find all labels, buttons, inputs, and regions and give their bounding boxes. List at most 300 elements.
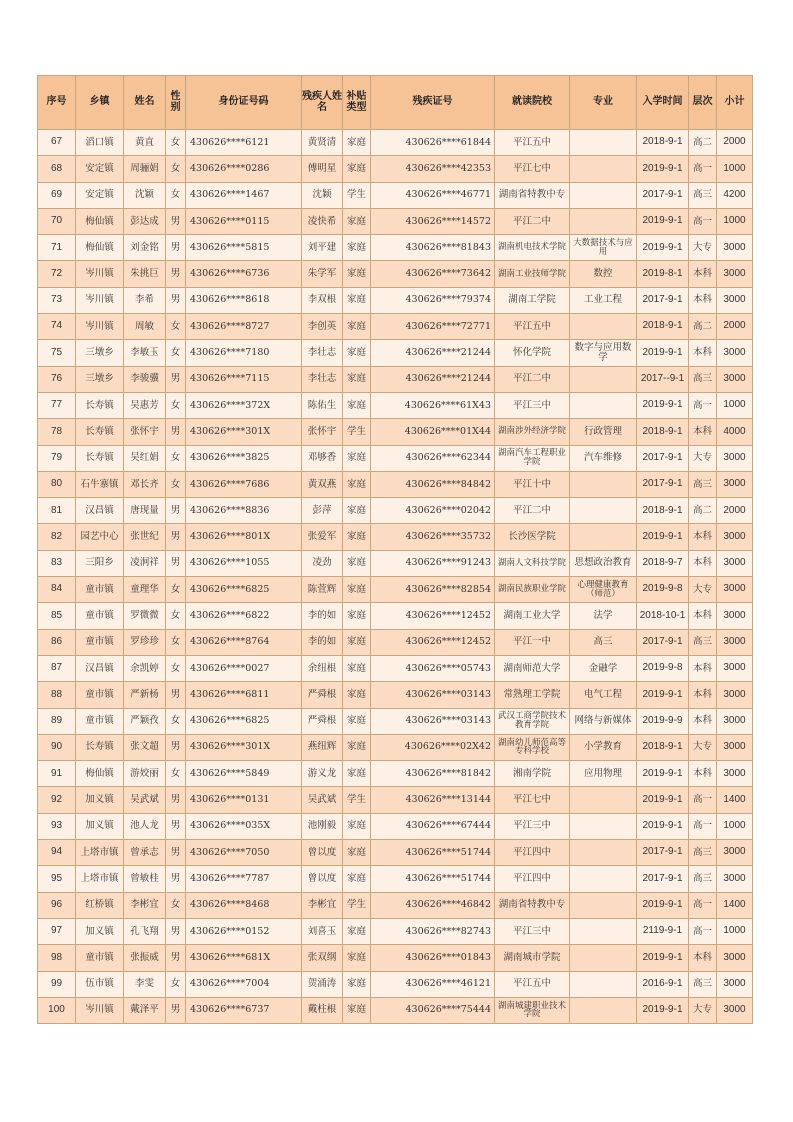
- cell-gender: 女: [166, 182, 186, 208]
- table-row: [38, 682, 753, 708]
- cell-enroll-date: 2017-9-1: [637, 629, 689, 655]
- cell-disability-cert: 430626****62344: [371, 445, 495, 471]
- cell-index: 98: [38, 945, 76, 971]
- table-row: [38, 524, 753, 550]
- cell-gender: 女: [166, 629, 186, 655]
- cell-disabled-name: 朱学军: [302, 261, 343, 287]
- cell-major: 心理健康教育（师范）: [570, 577, 637, 603]
- cell-disabled-name: 黄双燕: [302, 471, 343, 497]
- cell-disability-cert: 430626****35732: [371, 524, 495, 550]
- cell-subsidy-type: 家庭: [343, 130, 371, 156]
- cell-major: [570, 892, 637, 918]
- cell-id-number: 430626****7050: [186, 840, 302, 866]
- cell-level: 本科: [689, 287, 717, 313]
- cell-name: 孔飞翔: [124, 918, 166, 944]
- cell-township: 梅仙镇: [76, 208, 124, 234]
- cell-school: 常熟理工学院: [495, 682, 570, 708]
- cell-index: 99: [38, 971, 76, 997]
- col-header-gender: 性别: [166, 76, 186, 130]
- cell-disabled-name: 张怀宇: [302, 419, 343, 445]
- cell-id-number: 430626****301X: [186, 419, 302, 445]
- student-subsidy-sheet: [37, 75, 752, 1024]
- table-row: [38, 655, 753, 681]
- cell-major: 应用物理: [570, 761, 637, 787]
- cell-enroll-date: 2019-9-1: [637, 340, 689, 366]
- table-row: [38, 366, 753, 392]
- cell-disability-cert: 430626****01X44: [371, 419, 495, 445]
- cell-major: 工业工程: [570, 287, 637, 313]
- cell-school: 怀化学院: [495, 340, 570, 366]
- cell-enroll-date: 2018-10-1: [637, 603, 689, 629]
- cell-gender: 男: [166, 866, 186, 892]
- cell-disability-cert: 430626****46771: [371, 182, 495, 208]
- cell-township: 童市镇: [76, 945, 124, 971]
- table-row: [38, 918, 753, 944]
- cell-name: 吴武斌: [124, 787, 166, 813]
- cell-enroll-date: 2018-9-1: [637, 734, 689, 760]
- table-row: [38, 761, 753, 787]
- cell-subsidy-type: 家庭: [343, 156, 371, 182]
- cell-subsidy-type: 家庭: [343, 629, 371, 655]
- cell-index: 69: [38, 182, 76, 208]
- cell-index: 90: [38, 734, 76, 760]
- cell-major: [570, 787, 637, 813]
- cell-enroll-date: 2019-9-8: [637, 577, 689, 603]
- cell-major: [570, 182, 637, 208]
- cell-disability-cert: 430626****79374: [371, 287, 495, 313]
- cell-subtotal: 1000: [717, 813, 753, 839]
- cell-enroll-date: 2019-9-8: [637, 655, 689, 681]
- cell-subtotal: 3000: [717, 734, 753, 760]
- cell-disability-cert: 430626****91243: [371, 550, 495, 576]
- table-row: [38, 813, 753, 839]
- cell-enroll-date: 2018-9-7: [637, 550, 689, 576]
- col-header-name: 姓名: [124, 76, 166, 130]
- cell-township: 长寿镇: [76, 445, 124, 471]
- cell-gender: 男: [166, 682, 186, 708]
- cell-subsidy-type: 家庭: [343, 971, 371, 997]
- cell-disability-cert: 430626****42353: [371, 156, 495, 182]
- cell-major: [570, 130, 637, 156]
- cell-subtotal: 3000: [717, 261, 753, 287]
- cell-disabled-name: 刘喜玉: [302, 918, 343, 944]
- col-header-subsidy-type: 补贴类型: [343, 76, 371, 130]
- col-header-enroll-date: 入学时间: [637, 76, 689, 130]
- cell-index: 95: [38, 866, 76, 892]
- cell-subtotal: 3000: [717, 708, 753, 734]
- cell-school: 平江二中: [495, 498, 570, 524]
- cell-gender: 女: [166, 708, 186, 734]
- cell-township: 安定镇: [76, 156, 124, 182]
- cell-township: 长寿镇: [76, 392, 124, 418]
- cell-subsidy-type: 家庭: [343, 708, 371, 734]
- cell-major: [570, 392, 637, 418]
- cell-disabled-name: 李的如: [302, 629, 343, 655]
- cell-gender: 男: [166, 235, 186, 261]
- cell-disability-cert: 430626****13144: [371, 787, 495, 813]
- cell-name: 张振威: [124, 945, 166, 971]
- cell-subsidy-type: 家庭: [343, 840, 371, 866]
- cell-disability-cert: 430626****12452: [371, 603, 495, 629]
- cell-enroll-date: 2017-9-1: [637, 471, 689, 497]
- cell-enroll-date: 2019-9-9: [637, 708, 689, 734]
- cell-index: 84: [38, 577, 76, 603]
- cell-subtotal: 3000: [717, 761, 753, 787]
- cell-index: 68: [38, 156, 76, 182]
- cell-enroll-date: 2016-9-1: [637, 971, 689, 997]
- cell-major: [570, 971, 637, 997]
- cell-subsidy-type: 家庭: [343, 287, 371, 313]
- table-row: [38, 130, 753, 156]
- cell-disability-cert: 430626****84842: [371, 471, 495, 497]
- cell-disability-cert: 430626****01843: [371, 945, 495, 971]
- cell-gender: 男: [166, 524, 186, 550]
- cell-enroll-date: 2019-9-1: [637, 761, 689, 787]
- cell-gender: 女: [166, 314, 186, 340]
- cell-gender: 女: [166, 655, 186, 681]
- cell-level: 本科: [689, 708, 717, 734]
- cell-school: 平江四中: [495, 866, 570, 892]
- cell-disabled-name: 张双纲: [302, 945, 343, 971]
- cell-township: 园艺中心: [76, 524, 124, 550]
- cell-level: 高三: [689, 182, 717, 208]
- cell-disability-cert: 430626****61844: [371, 130, 495, 156]
- cell-subtotal: 3000: [717, 445, 753, 471]
- cell-disability-cert: 430626****51744: [371, 866, 495, 892]
- cell-school: 平江三中: [495, 813, 570, 839]
- cell-subtotal: 3000: [717, 655, 753, 681]
- subsidy-table: [37, 75, 753, 1024]
- cell-subtotal: 3000: [717, 629, 753, 655]
- cell-name: 李希: [124, 287, 166, 313]
- cell-level: 高二: [689, 130, 717, 156]
- cell-id-number: 430626****5815: [186, 235, 302, 261]
- table-row: [38, 340, 753, 366]
- cell-major: [570, 945, 637, 971]
- cell-id-number: 430626****6825: [186, 577, 302, 603]
- cell-township: 梅仙镇: [76, 761, 124, 787]
- cell-disability-cert: 430626****21244: [371, 366, 495, 392]
- cell-enroll-date: 2019-9-1: [637, 235, 689, 261]
- cell-enroll-date: 2019-9-1: [637, 682, 689, 708]
- cell-major: 金融学: [570, 655, 637, 681]
- cell-enroll-date: 2018-9-1: [637, 419, 689, 445]
- cell-subtotal: 1400: [717, 787, 753, 813]
- table-row: [38, 419, 753, 445]
- cell-id-number: 430626****8727: [186, 314, 302, 340]
- cell-subtotal: 3000: [717, 287, 753, 313]
- cell-gender: 男: [166, 997, 186, 1023]
- cell-id-number: 430626****7115: [186, 366, 302, 392]
- cell-disabled-name: 吴武斌: [302, 787, 343, 813]
- cell-level: 本科: [689, 761, 717, 787]
- cell-major: [570, 498, 637, 524]
- cell-level: 高一: [689, 208, 717, 234]
- cell-name: 童理华: [124, 577, 166, 603]
- cell-major: [570, 314, 637, 340]
- cell-id-number: 430626****8836: [186, 498, 302, 524]
- cell-name: 罗珍珍: [124, 629, 166, 655]
- cell-index: 79: [38, 445, 76, 471]
- cell-school: 湖南工学院: [495, 287, 570, 313]
- cell-subsidy-type: 家庭: [343, 550, 371, 576]
- cell-township: 汉昌镇: [76, 655, 124, 681]
- cell-index: 91: [38, 761, 76, 787]
- cell-subsidy-type: 家庭: [343, 261, 371, 287]
- cell-disabled-name: 邓够香: [302, 445, 343, 471]
- table-row: [38, 840, 753, 866]
- cell-enroll-date: 2017-9-1: [637, 445, 689, 471]
- cell-disabled-name: 曾以度: [302, 866, 343, 892]
- cell-disabled-name: 陈佑生: [302, 392, 343, 418]
- cell-enroll-date: 2018-9-1: [637, 130, 689, 156]
- table-row: [38, 945, 753, 971]
- cell-disability-cert: 430626****81842: [371, 761, 495, 787]
- cell-subtotal: 3000: [717, 577, 753, 603]
- cell-level: 本科: [689, 261, 717, 287]
- cell-index: 81: [38, 498, 76, 524]
- cell-township: 汉昌镇: [76, 498, 124, 524]
- cell-index: 67: [38, 130, 76, 156]
- cell-disabled-name: 严舜根: [302, 708, 343, 734]
- cell-enroll-date: 2017-9-1: [637, 866, 689, 892]
- cell-disability-cert: 430626****14572: [371, 208, 495, 234]
- cell-subsidy-type: 家庭: [343, 208, 371, 234]
- cell-id-number: 430626****801X: [186, 524, 302, 550]
- cell-enroll-date: 2019-9-1: [637, 392, 689, 418]
- cell-name: 戴泽平: [124, 997, 166, 1023]
- cell-disability-cert: 430626****12452: [371, 629, 495, 655]
- cell-id-number: 430626****8764: [186, 629, 302, 655]
- cell-school: 长沙医学院: [495, 524, 570, 550]
- cell-id-number: 430626****6822: [186, 603, 302, 629]
- cell-gender: 女: [166, 340, 186, 366]
- table-row: [38, 208, 753, 234]
- cell-name: 李彬宜: [124, 892, 166, 918]
- cell-index: 77: [38, 392, 76, 418]
- cell-gender: 男: [166, 840, 186, 866]
- cell-township: 加义镇: [76, 918, 124, 944]
- cell-enroll-date: 2019-9-1: [637, 813, 689, 839]
- cell-subsidy-type: 学生: [343, 892, 371, 918]
- cell-township: 上塔市镇: [76, 866, 124, 892]
- cell-subsidy-type: 家庭: [343, 314, 371, 340]
- cell-name: 曾敏桂: [124, 866, 166, 892]
- cell-id-number: 430626****1467: [186, 182, 302, 208]
- cell-id-number: 430626****7787: [186, 866, 302, 892]
- cell-school: 湖南省特教中专: [495, 182, 570, 208]
- cell-major: [570, 156, 637, 182]
- cell-enroll-date: 2019-9-1: [637, 787, 689, 813]
- cell-name: 周敏: [124, 314, 166, 340]
- cell-level: 本科: [689, 419, 717, 445]
- cell-gender: 女: [166, 603, 186, 629]
- table-row: [38, 550, 753, 576]
- cell-major: 汽车维修: [570, 445, 637, 471]
- cell-school: 湖南师范大学: [495, 655, 570, 681]
- cell-subtotal: 3000: [717, 682, 753, 708]
- cell-subtotal: 2000: [717, 314, 753, 340]
- cell-name: 凌泂祥: [124, 550, 166, 576]
- cell-school: 平江七中: [495, 156, 570, 182]
- cell-school: 湖南工业技师学院: [495, 261, 570, 287]
- cell-subtotal: 3000: [717, 971, 753, 997]
- cell-index: 94: [38, 840, 76, 866]
- cell-enroll-date: 2017-9-1: [637, 182, 689, 208]
- cell-gender: 男: [166, 498, 186, 524]
- table-row: [38, 314, 753, 340]
- table-row: [38, 156, 753, 182]
- cell-index: 71: [38, 235, 76, 261]
- cell-index: 92: [38, 787, 76, 813]
- cell-gender: 女: [166, 971, 186, 997]
- cell-enroll-date: 2019-9-1: [637, 945, 689, 971]
- cell-disability-cert: 430626****46842: [371, 892, 495, 918]
- table-row: [38, 734, 753, 760]
- cell-name: 吴惠芳: [124, 392, 166, 418]
- cell-subsidy-type: 家庭: [343, 866, 371, 892]
- cell-index: 83: [38, 550, 76, 576]
- cell-level: 高三: [689, 629, 717, 655]
- cell-gender: 男: [166, 813, 186, 839]
- cell-gender: 女: [166, 156, 186, 182]
- cell-disabled-name: 李彬宜: [302, 892, 343, 918]
- cell-id-number: 430626****7180: [186, 340, 302, 366]
- cell-index: 82: [38, 524, 76, 550]
- cell-subtotal: 3000: [717, 840, 753, 866]
- cell-name: 池人龙: [124, 813, 166, 839]
- cell-gender: 男: [166, 787, 186, 813]
- cell-gender: 女: [166, 577, 186, 603]
- cell-subtotal: 3000: [717, 340, 753, 366]
- cell-subtotal: 1000: [717, 392, 753, 418]
- cell-disability-cert: 430626****51744: [371, 840, 495, 866]
- cell-major: 网络与新媒体: [570, 708, 637, 734]
- cell-gender: 女: [166, 392, 186, 418]
- table-row: [38, 971, 753, 997]
- cell-gender: 女: [166, 445, 186, 471]
- cell-index: 85: [38, 603, 76, 629]
- cell-subsidy-type: 家庭: [343, 445, 371, 471]
- cell-enroll-date: 2017-9-1: [637, 287, 689, 313]
- cell-major: 高三: [570, 629, 637, 655]
- cell-subtotal: 3000: [717, 945, 753, 971]
- cell-subsidy-type: 家庭: [343, 471, 371, 497]
- cell-school: 平江三中: [495, 918, 570, 944]
- cell-subsidy-type: 学生: [343, 419, 371, 445]
- cell-disabled-name: 李的如: [302, 603, 343, 629]
- cell-id-number: 430626****3825: [186, 445, 302, 471]
- cell-disabled-name: 李双根: [302, 287, 343, 313]
- cell-disabled-name: 曾以度: [302, 840, 343, 866]
- cell-level: 大专: [689, 445, 717, 471]
- cell-index: 70: [38, 208, 76, 234]
- col-header-level: 层次: [689, 76, 717, 130]
- col-header-subtotal: 小计: [717, 76, 753, 130]
- cell-subsidy-type: 家庭: [343, 997, 371, 1023]
- cell-subtotal: 4200: [717, 182, 753, 208]
- cell-school: 湖南城市学院: [495, 945, 570, 971]
- cell-school: 平江四中: [495, 840, 570, 866]
- cell-id-number: 430626****6737: [186, 997, 302, 1023]
- cell-name: 严新杨: [124, 682, 166, 708]
- cell-level: 高一: [689, 918, 717, 944]
- cell-gender: 男: [166, 918, 186, 944]
- cell-township: 梅仙镇: [76, 235, 124, 261]
- cell-level: 本科: [689, 340, 717, 366]
- cell-enroll-date: 2017--9-1: [637, 366, 689, 392]
- cell-id-number: 430626****0027: [186, 655, 302, 681]
- cell-disabled-name: 李壮志: [302, 340, 343, 366]
- cell-name: 吴红娟: [124, 445, 166, 471]
- cell-subsidy-type: 家庭: [343, 734, 371, 760]
- cell-subtotal: 3000: [717, 603, 753, 629]
- cell-name: 唐现量: [124, 498, 166, 524]
- cell-subsidy-type: 家庭: [343, 945, 371, 971]
- cell-id-number: 430626****681X: [186, 945, 302, 971]
- cell-township: 安定镇: [76, 182, 124, 208]
- cell-major: [570, 813, 637, 839]
- cell-id-number: 430626****1055: [186, 550, 302, 576]
- cell-enroll-date: 2019-9-1: [637, 156, 689, 182]
- cell-gender: 男: [166, 550, 186, 576]
- cell-index: 87: [38, 655, 76, 681]
- cell-id-number: 430626****0131: [186, 787, 302, 813]
- cell-index: 78: [38, 419, 76, 445]
- cell-subtotal: 1000: [717, 156, 753, 182]
- cell-gender: 男: [166, 419, 186, 445]
- cell-id-number: 430626****8618: [186, 287, 302, 313]
- cell-disabled-name: 李创英: [302, 314, 343, 340]
- cell-township: 岑川镇: [76, 997, 124, 1023]
- cell-major: 电气工程: [570, 682, 637, 708]
- cell-major: 思想政治教育: [570, 550, 637, 576]
- cell-disability-cert: 430626****21244: [371, 340, 495, 366]
- cell-gender: 女: [166, 892, 186, 918]
- cell-level: 本科: [689, 550, 717, 576]
- table-row: [38, 498, 753, 524]
- cell-gender: 女: [166, 761, 186, 787]
- cell-school: 湘南学院: [495, 761, 570, 787]
- cell-disability-cert: 430626****82854: [371, 577, 495, 603]
- cell-school: 武汉工商学院技术教育学院: [495, 708, 570, 734]
- cell-name: 刘金铭: [124, 235, 166, 261]
- cell-school: 平江七中: [495, 787, 570, 813]
- cell-id-number: 430626****7686: [186, 471, 302, 497]
- cell-school: 平江十中: [495, 471, 570, 497]
- table-row: [38, 866, 753, 892]
- cell-township: 岑川镇: [76, 261, 124, 287]
- cell-major: [570, 866, 637, 892]
- table-row: [38, 261, 753, 287]
- cell-school: 平江二中: [495, 366, 570, 392]
- cell-enroll-date: 2019-9-1: [637, 892, 689, 918]
- cell-index: 73: [38, 287, 76, 313]
- cell-disabled-name: 燕纽辉: [302, 734, 343, 760]
- table-row: [38, 629, 753, 655]
- cell-school: 湖南民族职业学院: [495, 577, 570, 603]
- cell-disability-cert: 430626****75444: [371, 997, 495, 1023]
- cell-gender: 男: [166, 287, 186, 313]
- cell-subsidy-type: 家庭: [343, 340, 371, 366]
- cell-township: 伍市镇: [76, 971, 124, 997]
- cell-name: 李骏骥: [124, 366, 166, 392]
- cell-gender: 男: [166, 261, 186, 287]
- cell-township: 红桥镇: [76, 892, 124, 918]
- cell-index: 76: [38, 366, 76, 392]
- cell-subsidy-type: 家庭: [343, 366, 371, 392]
- cell-level: 大专: [689, 577, 717, 603]
